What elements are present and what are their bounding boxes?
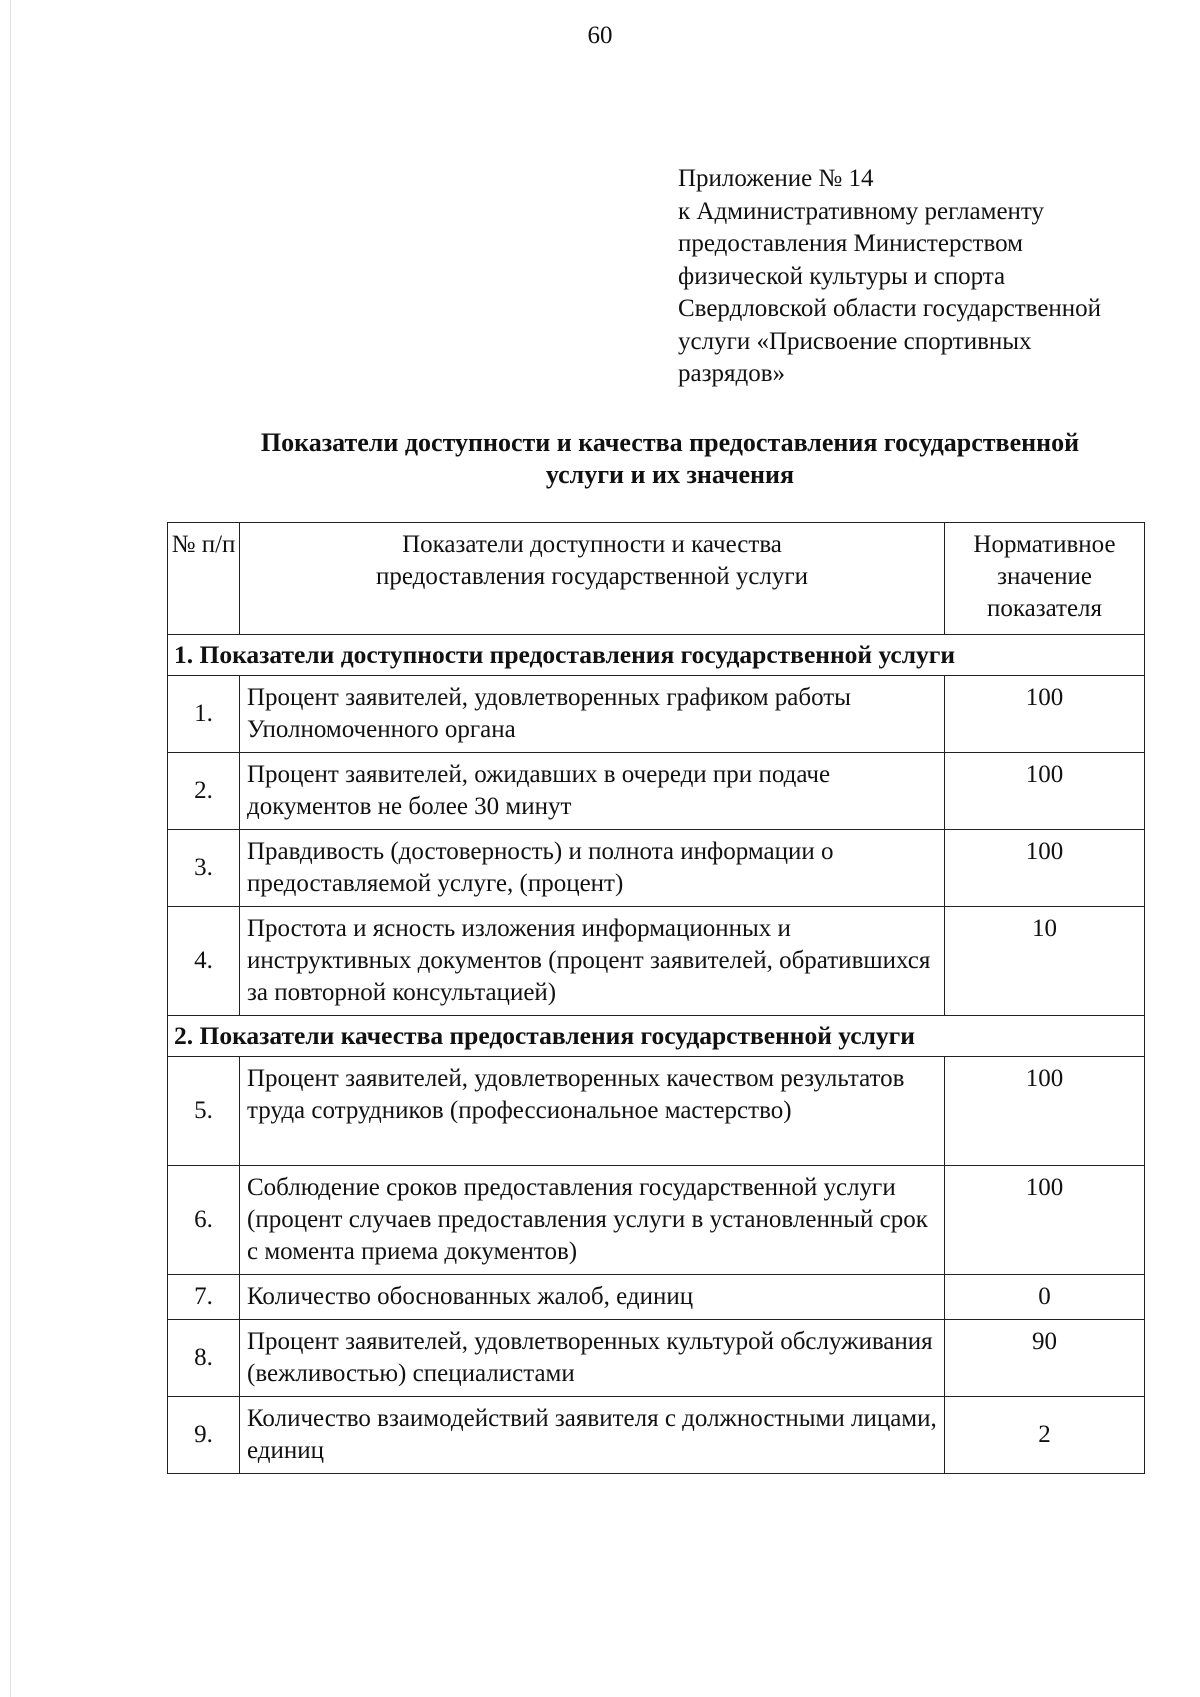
header-indicator: Показатели доступности и качества предоставления государственной услуги: [240, 523, 945, 635]
row-value: 100: [945, 1057, 1145, 1166]
row-value: 100: [945, 1166, 1145, 1275]
title-line: услуги и их значения: [545, 460, 795, 489]
annex-reference: [678, 163, 1178, 391]
header-number: № п/п: [168, 523, 240, 635]
row-indicator: Правдивость (достоверность) и полнота информации о предоставляемой услуге, (процент): [240, 830, 945, 907]
row-number: 3.: [168, 830, 240, 907]
annex-line: к Административному регламенту: [678, 197, 1045, 225]
row-number: 7.: [168, 1275, 240, 1320]
table-row: [168, 1166, 1145, 1275]
row-indicator: Простота и ясность изложения информационных и инструктивных документов (процент заявителей, обратившихся за повторной консультацией): [240, 907, 945, 1016]
row-indicator: Процент заявителей, ожидавших в очереди при подаче документов не более 30 минут: [240, 753, 945, 830]
row-indicator: Процент заявителей, удовлетворенных культурой обслуживания (вежливостью) специалистами: [240, 1320, 945, 1397]
row-value: 10: [945, 907, 1145, 1016]
table-row: [168, 1320, 1145, 1397]
annex-line: услуги «Присвоение спортивных: [678, 327, 1032, 355]
scan-edge-line: [10, 0, 11, 1697]
row-value: 100: [945, 753, 1145, 830]
annex-line: Свердловской области государственной: [678, 295, 1102, 322]
row-value: 100: [945, 830, 1145, 907]
table-row: [168, 753, 1145, 830]
page-number: 60: [587, 22, 613, 49]
row-number: 6.: [168, 1166, 240, 1275]
row-value: 100: [945, 676, 1145, 753]
row-number: 8.: [168, 1320, 240, 1397]
table-row: [168, 1057, 1145, 1166]
annex-line: Приложение № 14: [678, 165, 874, 192]
table-row: [168, 830, 1145, 907]
row-indicator: Количество взаимодействий заявителя с должностными лицами, единиц: [240, 1397, 945, 1474]
table-row: [168, 1275, 1145, 1320]
row-number: 2.: [168, 753, 240, 830]
header-value: Нормативное значение показателя: [945, 523, 1145, 635]
annex-line: предоставления Министерством: [678, 230, 1023, 257]
section-row: [168, 635, 1145, 676]
section-title: 1. Показатели доступности предоставления государственной услуги: [168, 635, 1145, 676]
row-indicator: Соблюдение сроков предоставления государственной услуги (процент случаев предоставления услуги в установленный срок с момента приема документов): [240, 1166, 945, 1275]
row-indicator: Количество обоснованных жалоб, единиц: [240, 1275, 945, 1320]
indicators-table: [167, 522, 1145, 1474]
row-value: 90: [945, 1320, 1145, 1397]
table-row: [168, 1397, 1145, 1474]
table-row: [168, 907, 1145, 1016]
annex-line: разрядов»: [678, 360, 785, 387]
section-row: [168, 1016, 1145, 1057]
document-title: [140, 427, 1200, 491]
row-value: 2: [945, 1397, 1145, 1474]
title-line: Показатели доступности и качества предоставления государственной: [260, 428, 1080, 457]
row-number: 5.: [168, 1057, 240, 1166]
row-number: 9.: [168, 1397, 240, 1474]
table-row: [168, 676, 1145, 753]
row-value: 0: [945, 1275, 1145, 1320]
row-number: 1.: [168, 676, 240, 753]
row-indicator: Процент заявителей, удовлетворенных качеством результатов труда сотрудников (профессиональное мастерство): [240, 1057, 945, 1166]
table-header-row: [168, 523, 1145, 635]
annex-line: физической культуры и спорта: [678, 262, 1006, 290]
row-indicator: Процент заявителей, удовлетворенных графиком работы Уполномоченного органа: [240, 676, 945, 753]
row-number: 4.: [168, 907, 240, 1016]
section-title: 2. Показатели качества предоставления государственной услуги: [168, 1016, 1145, 1057]
